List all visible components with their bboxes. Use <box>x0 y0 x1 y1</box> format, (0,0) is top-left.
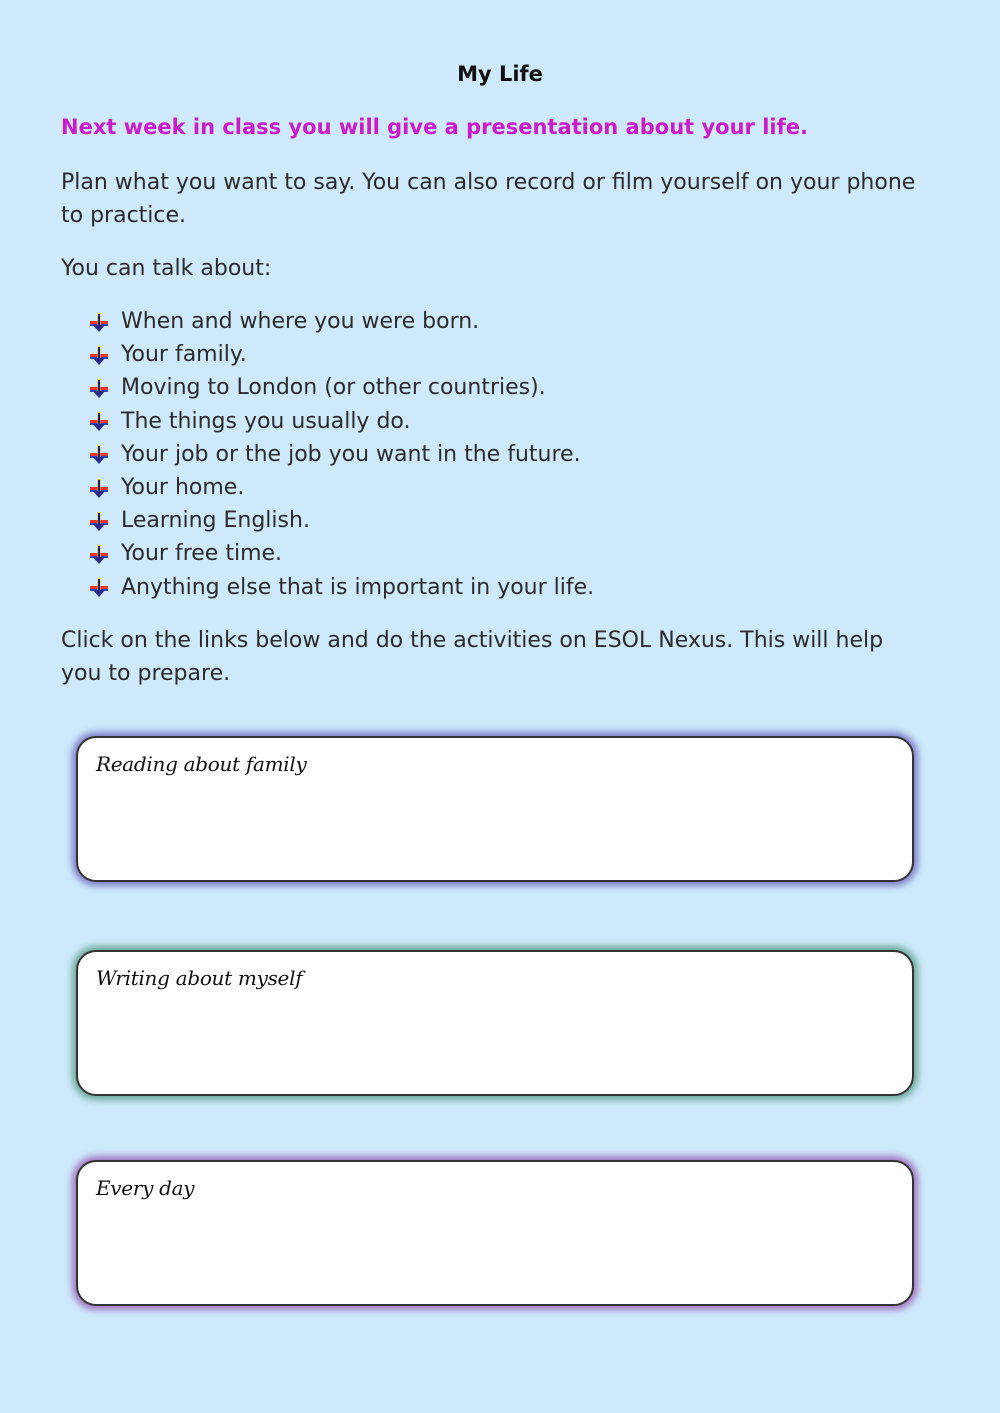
list-item <box>88 371 594 404</box>
list-item-text: The things you usually do. <box>121 408 411 434</box>
list-item-text: Your home. <box>121 474 245 500</box>
list-item-text: When and where you were born. <box>121 309 480 334</box>
intro-paragraph: Plan what you want to say. You can also record or film yourself on your phone to practice. <box>61 170 916 228</box>
list-item <box>88 405 594 438</box>
reading-about-family-box[interactable] <box>76 736 914 882</box>
headline: Next week in class you will give a presentation about your life. <box>61 115 808 139</box>
links-intro: Click on the links below and do the activities on ESOL Nexus. This will help you to prepare. <box>61 628 884 686</box>
arrow-down-cross-icon <box>88 311 110 333</box>
list-item-text: Your family. <box>121 342 247 368</box>
box-label: Writing about myself <box>96 966 303 990</box>
box-label: Reading about family <box>96 752 307 776</box>
arrow-down-cross-icon <box>88 477 110 499</box>
list-item-text: Moving to London (or other countries). <box>121 375 546 401</box>
arrow-down-cross-icon <box>88 510 110 532</box>
list-item <box>88 471 594 504</box>
arrow-down-cross-icon <box>88 344 110 366</box>
list-item <box>88 305 594 338</box>
list-item-text: Your free time. <box>121 541 283 567</box>
page-title: My Life <box>457 62 543 86</box>
list-item <box>88 438 594 471</box>
arrow-down-cross-icon <box>88 576 110 598</box>
writing-about-myself-box[interactable] <box>76 950 914 1096</box>
list-item <box>88 537 594 570</box>
list-item <box>88 504 594 537</box>
talk-intro: You can talk about: <box>61 256 272 281</box>
arrow-down-cross-icon <box>88 410 110 432</box>
arrow-down-cross-icon <box>88 377 110 399</box>
every-day-box[interactable] <box>76 1160 914 1306</box>
arrow-down-cross-icon <box>88 543 110 565</box>
topic-list <box>88 305 594 604</box>
list-item-text: Learning English. <box>121 508 310 534</box>
arrow-down-cross-icon <box>88 443 110 465</box>
list-item <box>88 571 594 604</box>
list-item-text: Your job or the job you want in the future. <box>121 441 581 467</box>
box-label: Every day <box>96 1176 195 1200</box>
list-item-text: Anything else that is important in your life. <box>121 574 595 600</box>
list-item <box>88 338 594 371</box>
